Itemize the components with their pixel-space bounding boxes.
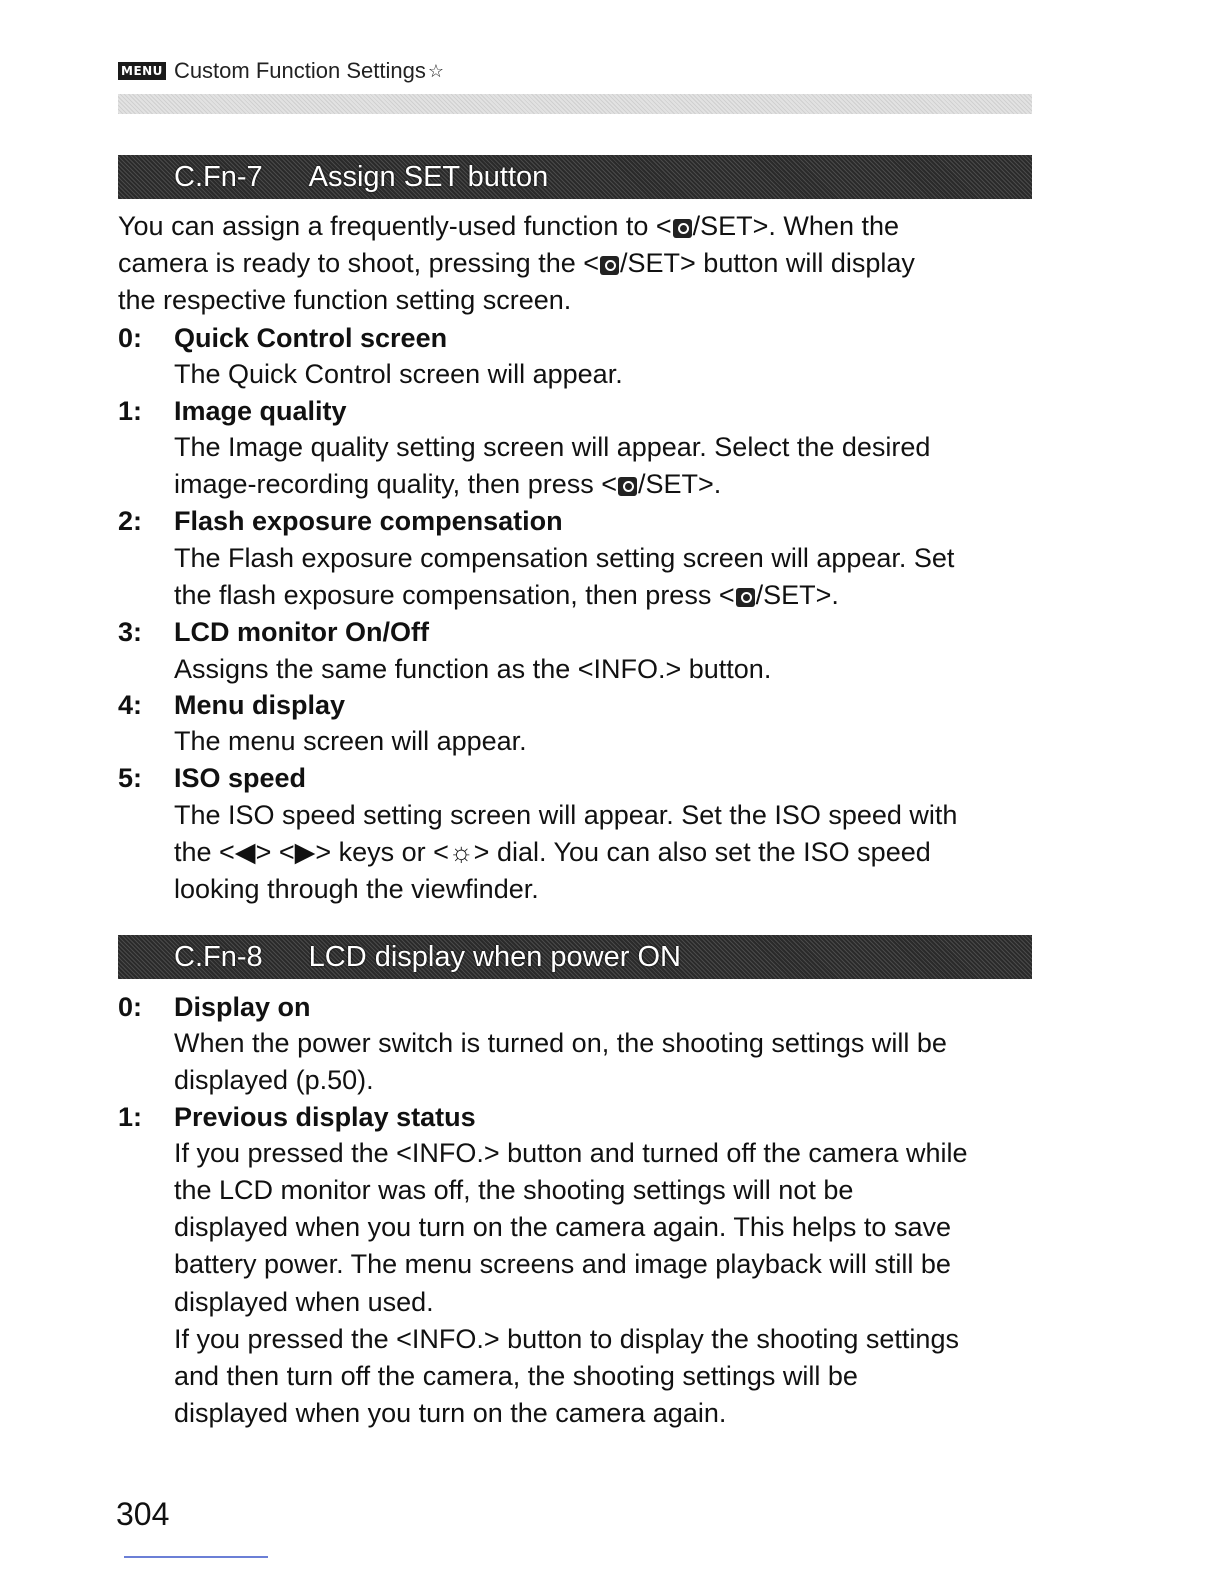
quick-control-icon [673, 219, 692, 238]
option-description: looking through the viewfinder. [174, 874, 539, 904]
option-description: The ISO speed setting screen will appear. Set the ISO speed with [174, 800, 958, 830]
option-number: 4: [118, 690, 143, 720]
option-title: LCD monitor On/Off [174, 617, 429, 647]
option-number: 1: [118, 1102, 143, 1132]
option-description: The Image quality setting screen will appear. Select the desired [174, 432, 931, 462]
option-description: The menu screen will appear. [174, 726, 527, 756]
option-title: Quick Control screen [174, 323, 448, 353]
option-description: The Flash exposure compensation setting screen will appear. Set [174, 543, 955, 573]
option-description: When the power switch is turned on, the shooting settings will be [174, 1028, 947, 1058]
option-description: displayed (p.50). [174, 1065, 374, 1095]
quick-control-icon [736, 588, 755, 607]
option-title: Flash exposure compensation [174, 506, 563, 536]
page-link-underline[interactable] [124, 1556, 268, 1558]
option-description: and then turn off the camera, the shooting settings will be [174, 1361, 858, 1391]
section-title: LCD display when power ON [308, 940, 681, 973]
option-description: displayed when you turn on the camera again. This helps to save [174, 1212, 951, 1242]
option-number: 2: [118, 506, 143, 536]
section-header-cfn7 [118, 155, 1032, 199]
section-code: C.Fn-7 [174, 160, 263, 193]
intro-line: the respective function setting screen. [118, 285, 572, 315]
option-description: displayed when used. [174, 1287, 434, 1317]
page-number: 304 [116, 1496, 170, 1532]
section-code: C.Fn-8 [174, 940, 263, 973]
option-number: 0: [118, 992, 143, 1022]
header-rule [118, 94, 1032, 114]
option-title: Image quality [174, 396, 347, 426]
option-description: If you pressed the <INFO.> button to display the shooting settings [174, 1324, 959, 1354]
option-number: 1: [118, 396, 143, 426]
option-description: the flash exposure compensation, then press < /SET>. [174, 580, 839, 610]
quick-control-icon [618, 477, 637, 496]
quick-control-icon [600, 256, 619, 275]
option-number: 3: [118, 617, 143, 647]
option-number: 5: [118, 763, 143, 793]
section-header-cfn8 [118, 935, 1032, 979]
option-title: Display on [174, 992, 311, 1022]
menu-icon: MENU [118, 62, 166, 80]
star-icon: ☆ [427, 60, 444, 81]
option-description: the <◀> <▶> keys or <☼> dial. You can also set the ISO speed [174, 837, 931, 867]
option-description: Assigns the same function as the <INFO.> button. [174, 654, 772, 684]
option-number: 0: [118, 323, 143, 353]
running-head [118, 56, 444, 86]
option-description: displayed when you turn on the camera again. [174, 1398, 727, 1428]
option-title: Menu display [174, 690, 346, 720]
option-title: ISO speed [174, 763, 307, 793]
option-description: The Quick Control screen will appear. [174, 359, 623, 389]
running-head-title: Custom Function Settings [173, 58, 426, 83]
option-title: Previous display status [174, 1102, 476, 1132]
option-description: If you pressed the <INFO.> button and turned off the camera while [174, 1138, 968, 1168]
option-description: battery power. The menu screens and image playback will still be [174, 1249, 951, 1279]
intro-line: You can assign a frequently-used function to < /SET>. When the [118, 211, 899, 241]
intro-line: camera is ready to shoot, pressing the < /SET> button will display [118, 248, 915, 278]
option-description: image-recording quality, then press < /SET>. [174, 469, 722, 499]
option-description: the LCD monitor was off, the shooting settings will not be [174, 1175, 854, 1205]
section-title: Assign SET button [308, 160, 549, 193]
